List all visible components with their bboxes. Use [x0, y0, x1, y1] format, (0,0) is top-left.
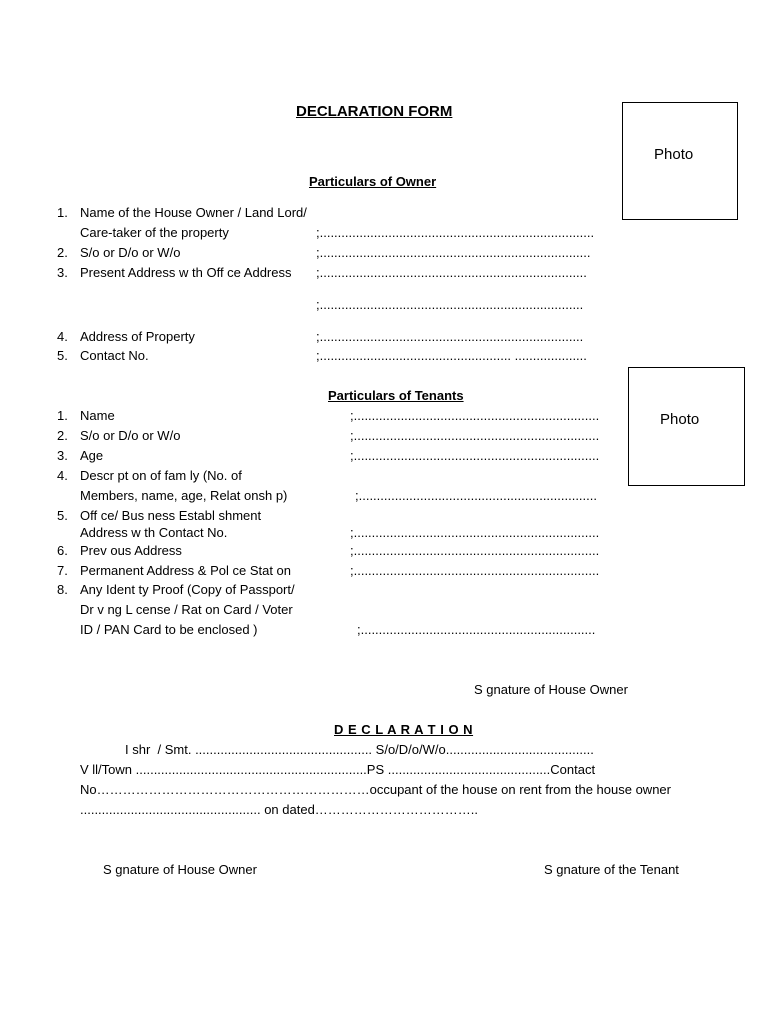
owner-item-4-num: 4. [57, 329, 68, 344]
tenant-item-1-label: Name [80, 408, 115, 423]
tenant-item-3-num: 3. [57, 448, 68, 463]
owner-item-2-fill: ;........................................................................... [316, 245, 591, 260]
tenant-item-7-num: 7. [57, 563, 68, 578]
owner-item-4-fill: ;......................................................................... [316, 329, 584, 344]
tenant-item-4-fill: ;.................................................................. [355, 488, 597, 503]
owner-item-1-num: 1. [57, 205, 68, 220]
tenant-item-5b-label: Address w th Contact No. [80, 525, 228, 540]
house-owner-signature: S gnature of House Owner [103, 862, 257, 877]
owner-item-1-label: Name of the House Owner / Land Lord/ [80, 205, 307, 220]
declaration-line-1: I shr / Smt. ................................................. S/o/D/o/W/o......................................... [125, 742, 594, 757]
owner-item-3-fill: ;.......................................................................... [316, 265, 587, 280]
owner-photo-label: Photo [654, 146, 694, 163]
owner-item-3-num: 3. [57, 265, 68, 280]
declaration-line-4: .................................................. on dated……………………………….. [80, 802, 479, 817]
tenant-item-2-fill: ;.................................................................... [350, 428, 600, 443]
owner-item-2-num: 2. [57, 245, 68, 260]
declaration-line-3: No………………………………………………………occupant of the house on rent from the house owner [80, 782, 671, 797]
tenant-item-8-fill: ;................................................................. [357, 622, 596, 637]
owner-section-heading: Particulars of Owner [309, 174, 437, 189]
tenant-item-5-num: 5. [57, 508, 68, 523]
tenant-item-6-num: 6. [57, 543, 68, 558]
owner-item-5-label: Contact No. [80, 348, 149, 363]
owner-item-1b-label: Care-taker of the property [80, 225, 229, 240]
declaration-heading: D E C L A R A T I O N [334, 722, 474, 737]
form-title: DECLARATION FORM [296, 103, 453, 120]
owner-item-4-label: Address of Property [80, 329, 195, 344]
tenant-item-5-fill: ;.................................................................... [350, 525, 600, 540]
tenant-item-6-fill: ;.................................................................... [350, 543, 600, 558]
tenant-item-8-num: 8. [57, 582, 68, 597]
owner-item-1-fill: ;............................................................................ [316, 225, 595, 240]
tenant-signature: S gnature of the Tenant [544, 862, 679, 877]
tenant-item-7-label: Permanent Address & Pol ce Stat on [80, 563, 292, 578]
tenant-item-6-label: Prev ous Address [80, 543, 182, 558]
tenant-item-2-label: S/o or D/o or W/o [80, 428, 181, 443]
owner-item-2-label: S/o or D/o or W/o [80, 245, 181, 260]
tenant-item-4b-label: Members, name, age, Relat onsh p) [80, 488, 288, 503]
tenant-section-heading: Particulars of Tenants [328, 388, 464, 403]
tenant-item-2-num: 2. [57, 428, 68, 443]
tenant-item-3-label: Age [80, 448, 104, 463]
tenant-photo-label: Photo [660, 411, 700, 428]
tenant-item-1-num: 1. [57, 408, 68, 423]
tenant-item-8b-label: Dr v ng L cense / Rat on Card / Voter [80, 602, 293, 617]
owner-item-5-fill: ;..................................................... .................... [316, 348, 587, 363]
declaration-line-2: V ll/Town ................................................................PS .............................................Contact [80, 762, 596, 777]
owner-item-3b-fill: ;......................................................................... [316, 297, 584, 312]
owner-item-5-num: 5. [57, 348, 68, 363]
tenant-item-3-fill: ;.................................................................... [350, 448, 600, 463]
tenant-item-8c-label: ID / PAN Card to be enclosed ) [80, 622, 258, 637]
owner-signature-label: S gnature of House Owner [474, 682, 628, 697]
owner-item-3-label: Present Address w th Off ce Address [80, 265, 292, 280]
tenant-item-1-fill: ;.................................................................... [350, 408, 600, 423]
tenant-item-4-num: 4. [57, 468, 68, 483]
tenant-item-5-label: Off ce/ Bus ness Establ shment [80, 508, 262, 523]
tenant-item-8-label: Any Ident ty Proof (Copy of Passport/ [80, 582, 295, 597]
tenant-item-4-label: Descr pt on of fam ly (No. of [80, 468, 242, 483]
tenant-item-7-fill: ;.................................................................... [350, 563, 600, 578]
